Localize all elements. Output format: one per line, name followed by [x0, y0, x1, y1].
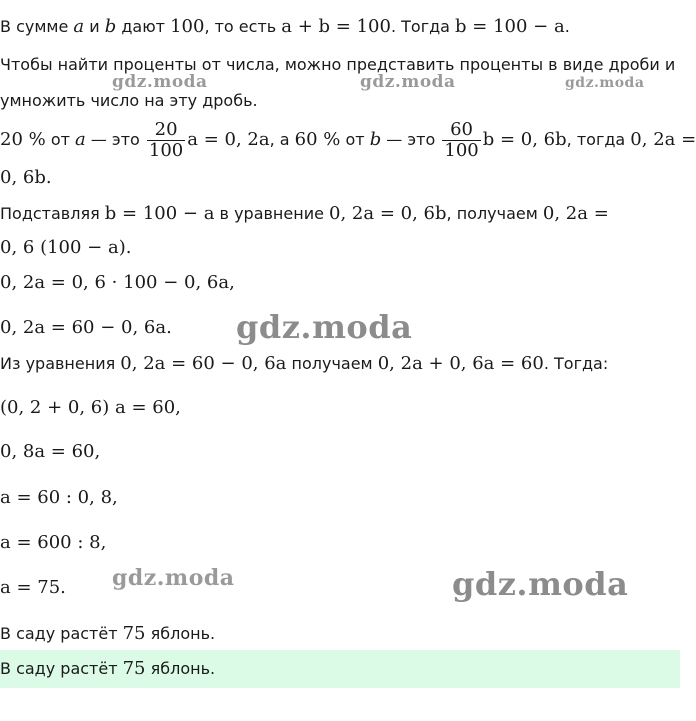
text: яблонь. [145, 624, 216, 643]
text: в уравнение [214, 204, 330, 223]
answer-text: яблонь. [145, 659, 216, 678]
math-equation: 0, 2a = [630, 129, 696, 150]
math-number: 75 [122, 623, 146, 644]
text: В саду растёт [0, 624, 123, 643]
math-equation: b = 100 − a [104, 203, 215, 224]
line-4 [0, 116, 696, 164]
math-a: a [73, 16, 85, 37]
text: , то есть [204, 17, 282, 36]
fraction-numerator: 20 [147, 120, 185, 141]
fraction-denominator: 100 [444, 140, 479, 161]
text: — это [85, 130, 145, 149]
text: получаем [286, 354, 378, 373]
watermark: gdz.moda [112, 72, 208, 92]
text: и [84, 17, 105, 36]
text: . Тогда [390, 17, 456, 36]
line-12: 0, 8a = 60, [0, 441, 101, 462]
line-1 [0, 16, 570, 37]
watermark: gdz.moda [236, 308, 413, 346]
line-3: умножить число на эту дробь. [0, 91, 258, 110]
math-equation: b = 100 − a [455, 16, 565, 37]
percent: 60 % [294, 129, 341, 150]
line-10 [0, 353, 608, 374]
line-5: 0, 6b. [0, 167, 52, 188]
math-equation: 0, 2a + 0, 6a = 60 [377, 353, 544, 374]
text: , получаем [446, 204, 543, 223]
text: . Тогда: [543, 354, 609, 373]
math-equation: a + b = 100 [281, 16, 391, 37]
line-6 [0, 203, 609, 224]
line-2: Чтобы найти проценты от числа, можно представить проценты в виде дроби и [0, 55, 676, 74]
percent: 20 % [0, 129, 46, 150]
line-11: (0, 2 + 0, 6) a = 60, [0, 397, 181, 418]
fraction-denominator: 100 [148, 140, 184, 161]
math-equation: b = 0, 6b [482, 129, 567, 150]
text: дают [116, 17, 171, 36]
watermark: gdz.moda [452, 565, 629, 603]
line-7: 0, 6 (100 − a). [0, 237, 132, 258]
text: от [45, 130, 76, 149]
math-equation: 0, 2a = 60 − 0, 6a [120, 353, 287, 374]
math-number: 100 [170, 16, 205, 37]
math-b: b [369, 129, 382, 150]
fraction [147, 120, 185, 161]
math-a: a [75, 129, 86, 150]
math-equation: a = 0, 2a [187, 129, 270, 150]
math-equation: 0, 2a = 0, 6b [329, 203, 447, 224]
answer-number: 75 [122, 658, 146, 679]
math-equation: 0, 2a = [542, 203, 609, 224]
line-14: a = 600 : 8, [0, 532, 107, 553]
watermark: gdz.moda [565, 75, 645, 91]
watermark: gdz.moda [112, 565, 235, 591]
line-15: a = 75. [0, 577, 66, 598]
text: — это [381, 130, 441, 149]
answer-box [0, 650, 680, 688]
line-9: 0, 2a = 60 − 0, 6a. [0, 317, 172, 338]
text: Подставляя [0, 204, 105, 223]
answer-text: В саду растёт [0, 659, 123, 678]
text: Из уравнения [0, 354, 121, 373]
text: . [564, 17, 570, 36]
text: , а [269, 130, 295, 149]
line-16 [0, 623, 215, 644]
math-b: b [104, 16, 117, 37]
text: В сумме [0, 17, 74, 36]
text: , тогда [566, 130, 631, 149]
watermark: gdz.moda [360, 72, 456, 92]
line-13: a = 60 : 0, 8, [0, 487, 118, 508]
line-8: 0, 2a = 0, 6 · 100 − 0, 6a, [0, 272, 235, 293]
text: от [340, 130, 370, 149]
fraction-numerator: 60 [442, 120, 480, 141]
fraction [442, 120, 480, 161]
